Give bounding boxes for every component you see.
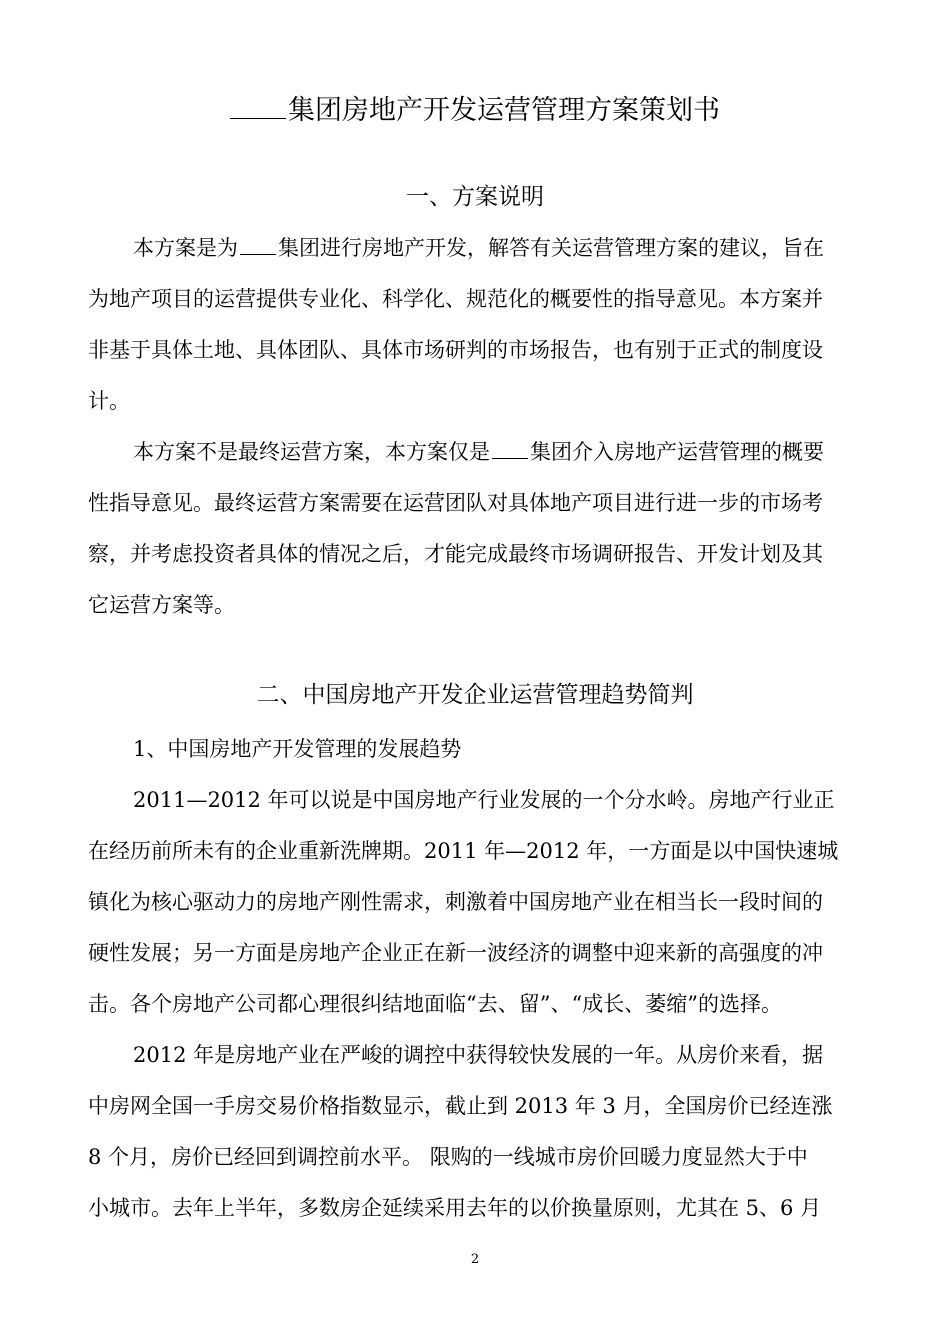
paragraph-line: 本方案不是最终运营方案，本方案仅是 集团介入房地产运营管理的概要 bbox=[133, 440, 824, 464]
subsection-heading: 1、中国房地产开发管理的发展趋势 bbox=[133, 737, 462, 761]
paragraph-line: 中房网全国一手房交易价格指数显示，截止到 2013 年 3 月，全国房价已经连涨 bbox=[88, 1094, 833, 1118]
paragraph-line: 2012 年是房地产业在严峻的调控中获得较快发展的一年。从房价来看，据 bbox=[133, 1043, 824, 1067]
title-blank bbox=[230, 92, 286, 119]
paragraph-line: 在经历前所未有的企业重新洗牌期。2011 年—2012 年，一方面是以中国快速城 bbox=[88, 839, 839, 863]
section-heading-2: 二、中国房地产开发企业运营管理趋势简判 bbox=[256, 682, 694, 708]
paragraph-line: 性指导意见。最终运营方案需要在运营团队对具体地产项目进行进一步的市场考 bbox=[88, 491, 823, 515]
page-number: 2 bbox=[470, 1252, 480, 1267]
paragraph-line: 8 个月，房价已经回到调控前水平。 限购的一线城市房价回暖力度显然大于中 bbox=[88, 1145, 808, 1169]
paragraph-line: 为地产项目的运营提供专业化、科学化、规范化的概要性的指导意见。本方案并 bbox=[88, 287, 823, 311]
name-blank bbox=[492, 440, 528, 459]
name-blank bbox=[240, 236, 276, 255]
document-title: 集团房地产开发运营管理方案策划书 bbox=[0, 88, 950, 127]
paragraph-line: 察，并考虑投资者具体的情况之后，才能完成最终市场调研报告、开发计划及其 bbox=[88, 542, 823, 566]
paragraph-line: 它运营方案等。 bbox=[88, 593, 235, 617]
paragraph-line: 非基于具体土地、具体团队、具体市场研判的市场报告，也有别于正式的制度设 bbox=[88, 338, 823, 362]
paragraph-line: 本方案是为 集团进行房地产开发，解答有关运营管理方案的建议，旨在 bbox=[133, 236, 824, 260]
section-heading-1: 一、方案说明 bbox=[406, 184, 544, 210]
paragraph-line: 小城市。去年上半年，多数房企延续采用去年的以价换量原则，尤其在 5、6 月 bbox=[88, 1196, 822, 1220]
paragraph-line: 硬性发展；另一方面是房地产企业正在新一波经济的调整中迎来新的高强度的冲 bbox=[88, 941, 823, 965]
paragraph-line: 击。各个房地产公司都心理很纠结地面临“去、留”、“成长、萎缩”的选择。 bbox=[88, 992, 782, 1016]
paragraph-line: 2011—2012 年可以说是中国房地产行业发展的一个分水岭。房地产行业正 bbox=[133, 788, 835, 812]
paragraph-line: 计。 bbox=[88, 389, 130, 413]
paragraph-line: 镇化为核心驱动力的房地产刚性需求，刺激着中国房地产业在相当长一段时间的 bbox=[88, 890, 823, 914]
